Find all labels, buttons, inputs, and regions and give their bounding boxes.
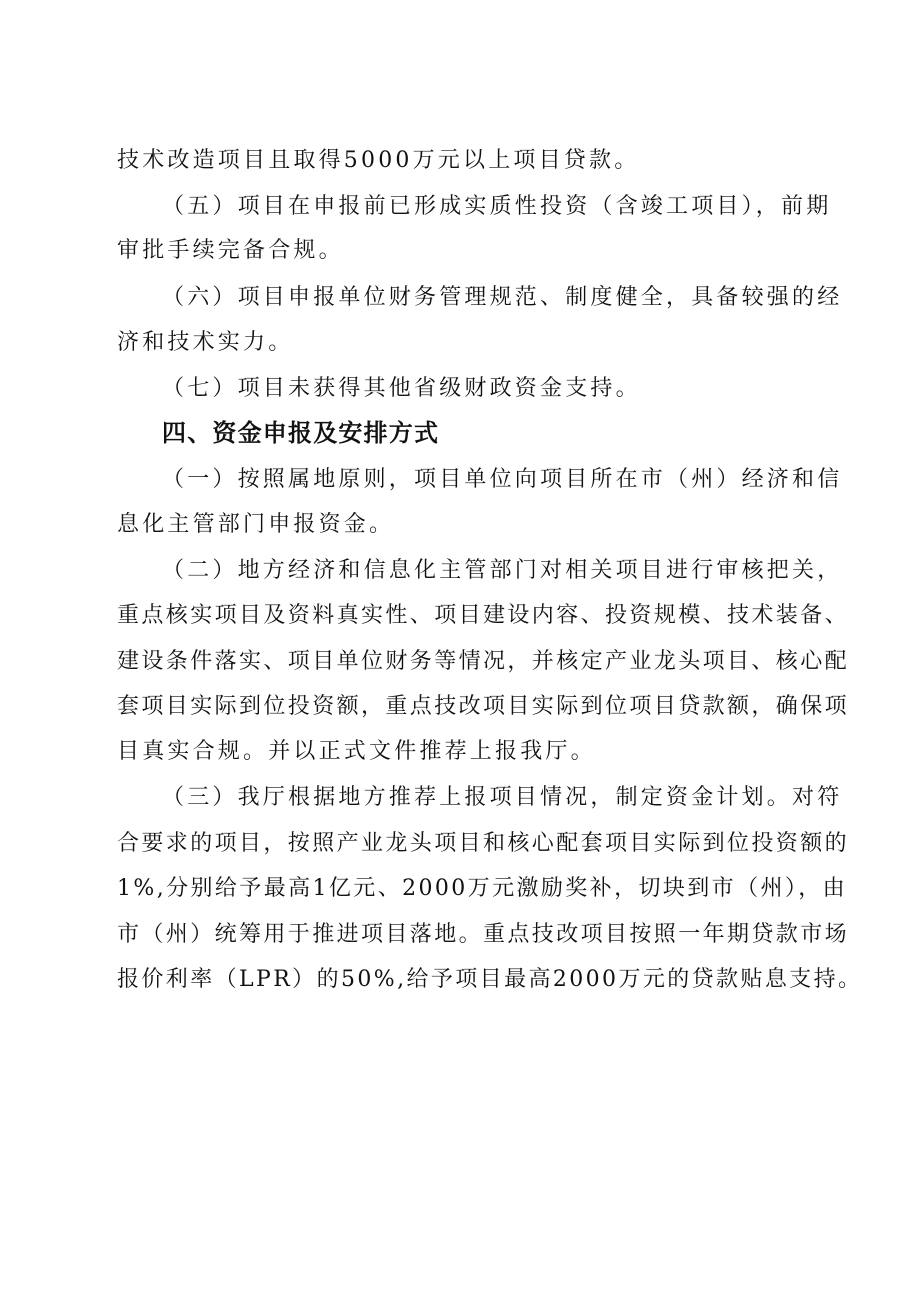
paragraph-line: （五）项目在申报前已形成实质性投资（含竣工项目），前期 — [162, 194, 832, 219]
paragraph-line: 技术改造项目且取得5000万元以上项目贷款。 — [117, 148, 640, 173]
paragraph-line: （一）按照属地原则，项目单位向项目所在市（州）经济和信 — [162, 467, 843, 492]
paragraph-line: 报价利率（LPR）的50%,给予项目最高2000万元的贷款贴息支持。 — [117, 967, 863, 992]
paragraph-line: （七）项目未获得其他省级财政资金支持。 — [162, 376, 641, 401]
paragraph-line: 审批手续完备合规。 — [117, 238, 344, 263]
paragraph-line: 息化主管部门申报资金。 — [117, 512, 395, 537]
paragraph-line: （六）项目申报单位财务管理规范、制度健全，具备较强的经 — [162, 285, 843, 310]
paragraph-line: （三）我厅根据地方推荐上报项目情况，制定资金计划。对符 — [162, 785, 843, 810]
paragraph-line: 合要求的项目，按照产业龙头项目和核心配套项目实际到位投资额的 — [117, 831, 850, 856]
paragraph-line: 济和技术实力。 — [117, 330, 294, 355]
paragraph-line: 套项目实际到位投资额，重点技改项目实际到位项目贷款额，确保项 — [117, 694, 850, 719]
paragraph-line: （二）地方经济和信息化主管部门对相关项目进行审核把关， — [162, 558, 843, 583]
paragraph-line: 建设条件落实、项目单位财务等情况，并核定产业龙头项目、核心配 — [117, 649, 850, 674]
paragraph-line: 目真实合规。并以正式文件推荐上报我厅。 — [117, 739, 596, 764]
section-heading: 四、资金申报及安排方式 — [162, 419, 440, 447]
paragraph-line: 重点核实项目及资料真实性、项目建设内容、投资规模、技术装备、 — [117, 603, 850, 628]
paragraph-line: 市（州）统筹用于推进项目落地。重点技改项目按照一年期贷款市场 — [117, 922, 850, 947]
paragraph-line: 1%,分别给予最高1亿元、2000万元激励奖补，切块到市（州），由 — [117, 876, 848, 901]
